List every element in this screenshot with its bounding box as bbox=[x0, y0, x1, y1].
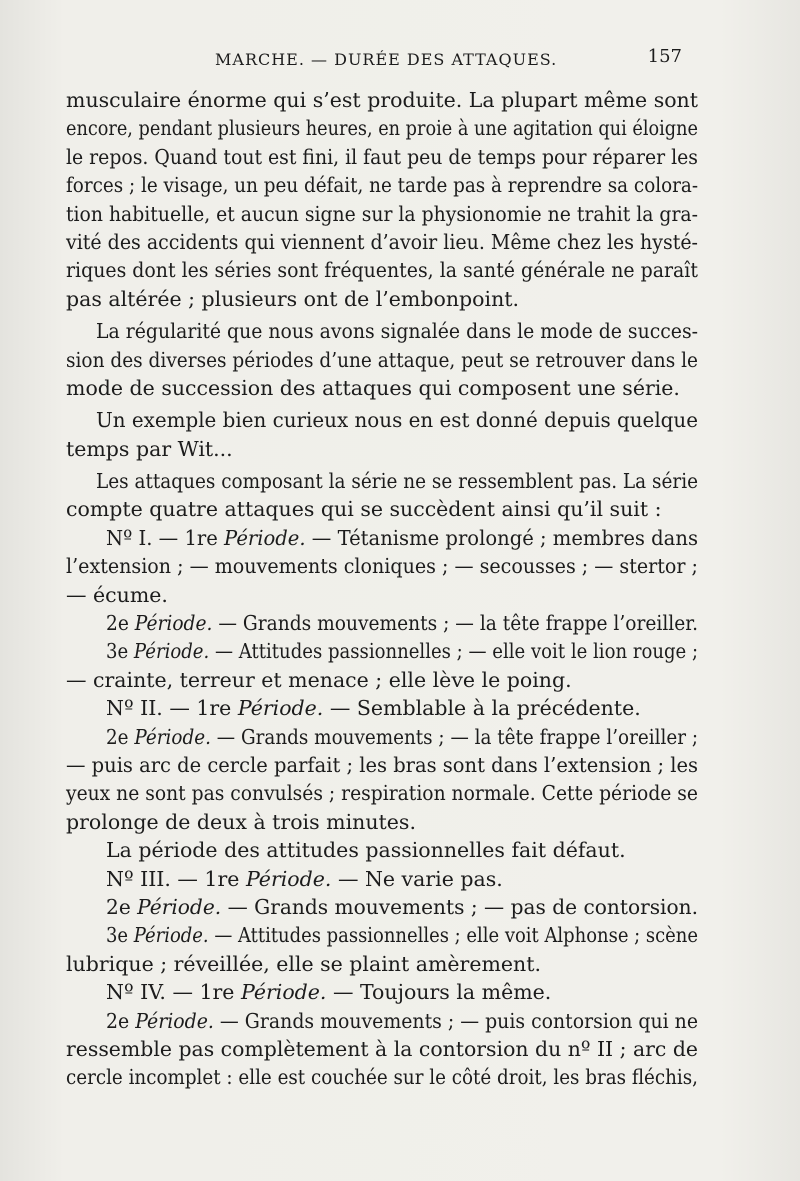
text-line: lubrique ; réveillée, elle se plaint amèrement. bbox=[66, 951, 541, 976]
text-line: ressemble pas complètement à la contorsion du nº II ; arc de bbox=[66, 1036, 699, 1061]
text-line: — puis arc de cercle parfait ; les bras sont dans l’extension ; les bbox=[66, 752, 699, 777]
text-line: sion des diverses périodes d’une attaque, peut se retrouver dans le bbox=[66, 347, 698, 372]
text-line: forces ; le visage, un peu défait, ne tarde pas à reprendre sa colora- bbox=[66, 173, 699, 198]
text-line: 2e Période. — Grands mouvements ; — la tête frappe l’oreiller ; bbox=[106, 724, 699, 749]
body-text bbox=[66, 86, 698, 1092]
page-header bbox=[60, 46, 700, 76]
text-line: Nº II. — 1re Période. — Semblable à la précédente. bbox=[106, 696, 641, 721]
text-line: yeux ne sont pas convulsés ; respiration normale. Cette période se bbox=[66, 781, 698, 806]
text-line: 2e Période. — Grands mouvements ; — pas de contorsion. bbox=[106, 894, 699, 919]
text-line: le repos. Quand tout est fini, il faut peu de temps pour réparer les bbox=[66, 144, 698, 169]
text-line: Nº III. — 1re Période. — Ne varie pas. bbox=[106, 866, 503, 891]
text-line: 3e Période. — Attitudes passionnelles ; elle voit Alphonse ; scène bbox=[106, 923, 698, 948]
text-line: La régularité que nous avons signalée dans le mode de succes- bbox=[96, 319, 698, 344]
text-line: prolonge de deux à trois minutes. bbox=[66, 809, 416, 834]
text-line: Les attaques composant la série ne se ressemblent pas. La série bbox=[96, 469, 699, 494]
text-line: — écume. bbox=[66, 582, 168, 607]
text-line: musculaire énorme qui s’est produite. La plupart même sont bbox=[66, 88, 698, 112]
text-line: vité des accidents qui viennent d’avoir lieu. Même chez les hysté- bbox=[66, 229, 698, 254]
text-line: riques dont les séries sont fréquentes, la santé générale ne paraît bbox=[66, 258, 698, 283]
text-line: l’extension ; — mouvements cloniques ; — secousses ; — stertor ; bbox=[66, 554, 698, 579]
page-number: 157 bbox=[647, 46, 682, 67]
text-line: mode de succession des attaques qui composent une série. bbox=[66, 375, 680, 400]
text-line: Nº IV. — 1re Période. — Toujours la même. bbox=[106, 980, 552, 1005]
running-title: MARCHE. — DURÉE DES ATTAQUES. bbox=[215, 50, 558, 69]
text-line: — crainte, terreur et menace ; elle lève le poing. bbox=[66, 667, 572, 692]
text-line: temps par Wit... bbox=[66, 436, 233, 461]
text-line: La période des attitudes passionnelles fait défaut. bbox=[106, 838, 626, 863]
text-line: Un exemple bien curieux nous en est donné depuis quelque bbox=[96, 408, 698, 433]
text-line: encore, pendant plusieurs heures, en proie à une agitation qui éloigne bbox=[66, 116, 698, 141]
text-line: 2e Période. — Grands mouvements ; — puis contorsion qui ne bbox=[106, 1008, 699, 1033]
text-line: 2e Période. — Grands mouvements ; — la tête frappe l’oreiller. bbox=[106, 611, 699, 636]
text-line: 3e Période. — Attitudes passionnelles ; — elle voit le lion rouge ; bbox=[106, 639, 699, 664]
text-line: compte quatre attaques qui se succèdent ainsi qu’il suit : bbox=[66, 497, 662, 522]
text-line: Nº I. — 1re Période. — Tétanisme prolongé ; membres dans bbox=[106, 525, 698, 550]
text-line: pas altérée ; plusieurs ont de l’embonpoint. bbox=[66, 286, 520, 311]
text-line: tion habituelle, et aucun signe sur la physionomie ne trahit la gra- bbox=[66, 201, 698, 226]
text-line: cercle incomplet : elle est couchée sur le côté droit, les bras fléchis, bbox=[66, 1065, 698, 1090]
